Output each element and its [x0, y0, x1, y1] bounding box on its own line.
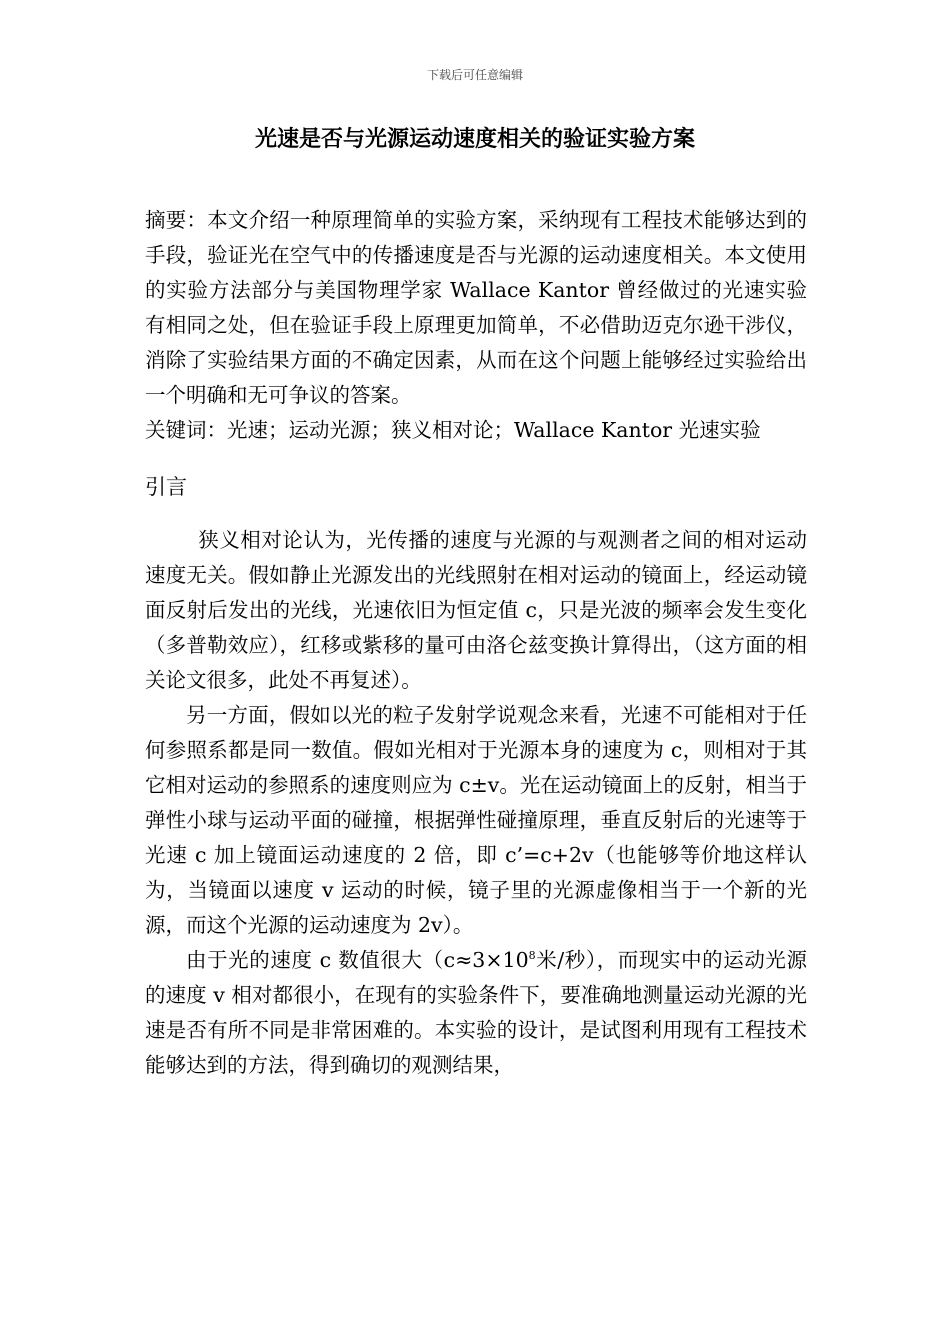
keywords-paragraph: 关键词：光速；运动光源；狭义相对论；Wallace Kantor 光速实验 [145, 418, 761, 442]
intro-paragraph-3 [145, 943, 807, 1083]
document-title: 光速是否与光源运动速度相关的验证实验方案 [254, 127, 695, 152]
header-note: 下载后可任意编辑 [426, 68, 523, 82]
abstract-paragraph: 摘要：本文介绍一种原理简单的实验方案，采纳现有工程技术能够达到的手段，验证光在空气中的传播速度是否与光源的运动速度相关。本文使用的实验方法部分与美国物理学家 Wallace Kantor 曾经做过的光速实验有相同之处，但在验证手段上原理更加简单，不必借助迈克尔逊干涉仪，消除了实验结果方面的不确定因素，从而在这个问题上能够经过实验给出一个明确和无可争议的答案。 [145, 208, 807, 407]
document-body [145, 203, 807, 1083]
p3-text-before: 由于光的速度 c 数值很大（c≈3×10 [186, 948, 529, 972]
p3-text-after: 米/秒），而现实中的运动光源的速度 v 相对都很小，在现有的实验条件下，要准确地测量运动光源的光速是否有所不同是非常困难的。本实验的设计，是试图利用现有工程技术能够达到的方法，得到确切的观测结果， [145, 948, 808, 1077]
intro-paragraph-2: 另一方面，假如以光的粒子发射学说观念来看，光速不可能相对于任何参照系都是同一数值。假如光相对于光源本身的速度为 c，则相对于其它相对运动的参照系的速度则应为 c±v。光在运动镜面上的反射，相当于弹性小球与运动平面的碰撞，根据弹性碰撞原理，垂直反射后的光速等于光速 c 加上镜面运动速度的 2 倍，即 c’=c+2v（也能够等价地这样认为，当镜面以速度 v 运动的时候，镜子里的光源虚像相当于一个新的光源，而这个光源的运动速度为 2v）。 [145, 703, 807, 937]
intro-paragraph-1: 狭义相对论认为，光传播的速度与光源的与观测者之间的相对运动速度无关。假如静止光源发出的光线照射在相对运动的镜面上，经运动镜面反射后发出的光线，光速依旧为恒定值 c，只是光波的频率会发生变化（多普勒效应），红移或紫移的量可由洛仑兹变换计算得出，（这方面的相关论文很多，此处不再复述）。 [145, 528, 807, 692]
section-heading-introduction: 引言 [145, 475, 187, 499]
exponent-superscript: 8 [528, 949, 536, 963]
